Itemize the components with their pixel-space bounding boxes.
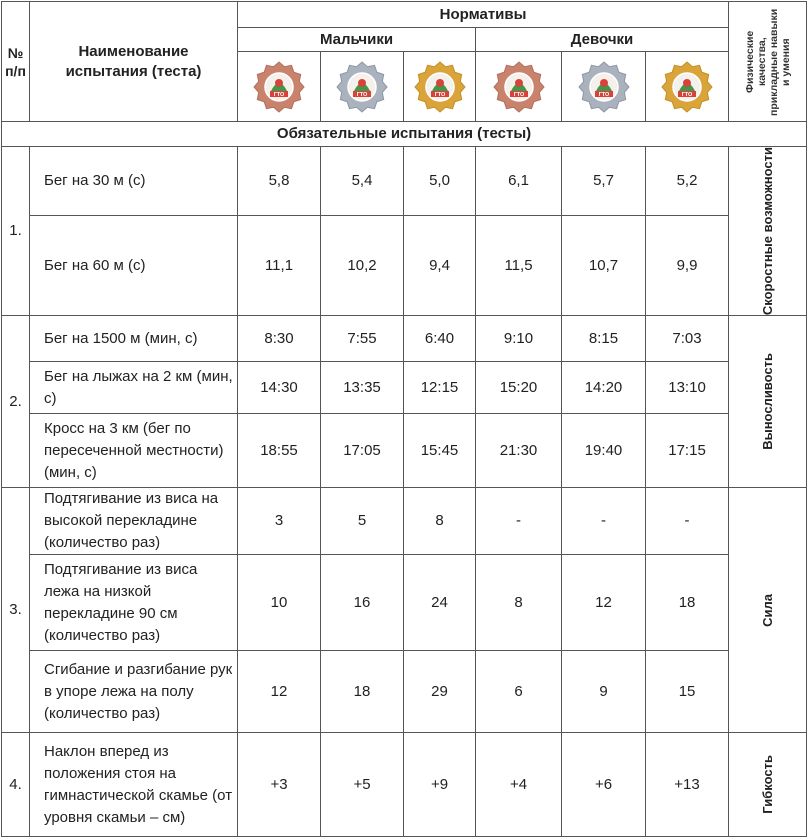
badge-cell-silver	[321, 52, 404, 122]
boys-norm-value: 10,2	[321, 216, 404, 316]
quality-label: Выносливость	[759, 353, 775, 451]
girls-norm-value: 7:03	[646, 316, 729, 362]
gold-gto-badge-icon	[414, 61, 466, 113]
girls-norm-value: 17:15	[646, 414, 729, 488]
boys-norm-value: +9	[404, 733, 476, 837]
svg-text:ГТО: ГТО	[273, 91, 285, 98]
gold-gto-badge-icon	[661, 61, 713, 113]
badge-cell-bronze	[476, 52, 562, 122]
bronze-gto-badge-icon	[253, 61, 305, 113]
section-title: Обязательные испытания (тесты)	[2, 122, 807, 147]
test-name: Сгибание и разгибание рук в упоре лежа на полу (количество раз)	[30, 651, 238, 733]
boys-norm-value: 18	[321, 651, 404, 733]
boys-norm-value: 12	[238, 651, 321, 733]
girls-norm-value: 5,2	[646, 147, 729, 216]
test-name: Кросс на 3 км (бег по пересеченной местности) (мин, с)	[30, 414, 238, 488]
girls-norm-value: 18	[646, 555, 729, 651]
boys-norm-value: 8	[404, 488, 476, 555]
girls-norm-value: 14:20	[562, 362, 646, 414]
girls-header: Девочки	[476, 28, 729, 52]
boys-norm-value: 24	[404, 555, 476, 651]
svg-text:ГТО: ГТО	[681, 91, 693, 98]
badge-cell-gold	[404, 52, 476, 122]
table-row	[2, 414, 807, 488]
qualities-label: Физические качества, прикладные навыки и умения	[743, 7, 792, 116]
table-row	[2, 733, 807, 837]
boys-norm-value: 3	[238, 488, 321, 555]
boys-norm-value: 16	[321, 555, 404, 651]
girls-norm-value: 9,9	[646, 216, 729, 316]
boys-norm-value: +3	[238, 733, 321, 837]
badge-cell-silver	[562, 52, 646, 122]
group-number: 4.	[2, 733, 30, 837]
girls-norm-value: 8:15	[562, 316, 646, 362]
name-header: Наименование испытания (теста)	[30, 2, 238, 122]
boys-norm-value: 8:30	[238, 316, 321, 362]
bronze-gto-badge-icon	[493, 61, 545, 113]
girls-norm-value: -	[646, 488, 729, 555]
svg-text:ГТО: ГТО	[598, 91, 609, 98]
quality-cell	[729, 733, 807, 837]
girls-norm-value: 10,7	[562, 216, 646, 316]
badge-cell-bronze	[238, 52, 321, 122]
girls-norm-value: -	[476, 488, 562, 555]
boys-norm-value: 12:15	[404, 362, 476, 414]
silver-gto-badge-icon	[578, 61, 630, 113]
girls-norm-value: 9:10	[476, 316, 562, 362]
boys-norm-value: 13:35	[321, 362, 404, 414]
boys-norm-value: 10	[238, 555, 321, 651]
boys-norm-value: 11,1	[238, 216, 321, 316]
girls-norm-value: 19:40	[562, 414, 646, 488]
girls-norm-value: +6	[562, 733, 646, 837]
boys-norm-value: 18:55	[238, 414, 321, 488]
test-name: Наклон вперед из положения стоя на гимнастической скамье (от уровня скамьи – см)	[30, 733, 238, 837]
test-name: Бег на 60 м (с)	[30, 216, 238, 316]
quality-cell	[729, 147, 807, 316]
girls-norm-value: 21:30	[476, 414, 562, 488]
boys-norm-value: +5	[321, 733, 404, 837]
quality-cell	[729, 316, 807, 488]
girls-norm-value: +13	[646, 733, 729, 837]
girls-norm-value: 15:20	[476, 362, 562, 414]
table-row	[2, 147, 807, 216]
boys-norm-value: 29	[404, 651, 476, 733]
quality-cell	[729, 488, 807, 733]
girls-norm-value: 15	[646, 651, 729, 733]
boys-norm-value: 17:05	[321, 414, 404, 488]
boys-norm-value: 15:45	[404, 414, 476, 488]
table-row	[2, 651, 807, 733]
test-name: Бег на 30 м (с)	[30, 147, 238, 216]
boys-norm-value: 7:55	[321, 316, 404, 362]
quality-label: Сила	[759, 593, 775, 627]
table-row	[2, 555, 807, 651]
test-name: Подтягивание из виса лежа на низкой перекладине 90 см (количество раз)	[30, 555, 238, 651]
girls-norm-value: 12	[562, 555, 646, 651]
test-name: Бег на лыжах на 2 км (мин, с)	[30, 362, 238, 414]
girls-norm-value: 6	[476, 651, 562, 733]
table-row	[2, 316, 807, 362]
table-row	[2, 362, 807, 414]
test-name: Подтягивание из виса на высокой перекладине (количество раз)	[30, 488, 238, 555]
badge-cell-gold	[646, 52, 729, 122]
girls-norm-value: -	[562, 488, 646, 555]
boys-norm-value: 6:40	[404, 316, 476, 362]
girls-norm-value: 5,7	[562, 147, 646, 216]
quality-label: Скоростные возможности	[759, 147, 775, 316]
girls-norm-value: 11,5	[476, 216, 562, 316]
num-header: № п/п	[2, 2, 30, 122]
quality-label: Гибкость	[759, 755, 775, 815]
boys-norm-value: 14:30	[238, 362, 321, 414]
test-name: Бег на 1500 м (мин, с)	[30, 316, 238, 362]
qualities-header	[729, 2, 807, 122]
table-row	[2, 488, 807, 555]
boys-norm-value: 5,0	[404, 147, 476, 216]
norms-header: Нормативы	[238, 2, 729, 28]
girls-norm-value: 6,1	[476, 147, 562, 216]
boys-norm-value: 5,8	[238, 147, 321, 216]
girls-norm-value: 13:10	[646, 362, 729, 414]
boys-norm-value: 9,4	[404, 216, 476, 316]
boys-header: Мальчики	[238, 28, 476, 52]
group-number: 2.	[2, 316, 30, 488]
group-number: 1.	[2, 147, 30, 316]
table-row	[2, 216, 807, 316]
boys-norm-value: 5	[321, 488, 404, 555]
group-number: 3.	[2, 488, 30, 733]
svg-text:ГТО: ГТО	[434, 91, 445, 98]
norms-table	[1, 1, 807, 837]
girls-norm-value: 8	[476, 555, 562, 651]
girls-norm-value: 9	[562, 651, 646, 733]
girls-norm-value: +4	[476, 733, 562, 837]
svg-text:ГТО: ГТО	[356, 91, 368, 98]
svg-text:ГТО: ГТО	[513, 91, 524, 98]
silver-gto-badge-icon	[336, 61, 388, 113]
boys-norm-value: 5,4	[321, 147, 404, 216]
